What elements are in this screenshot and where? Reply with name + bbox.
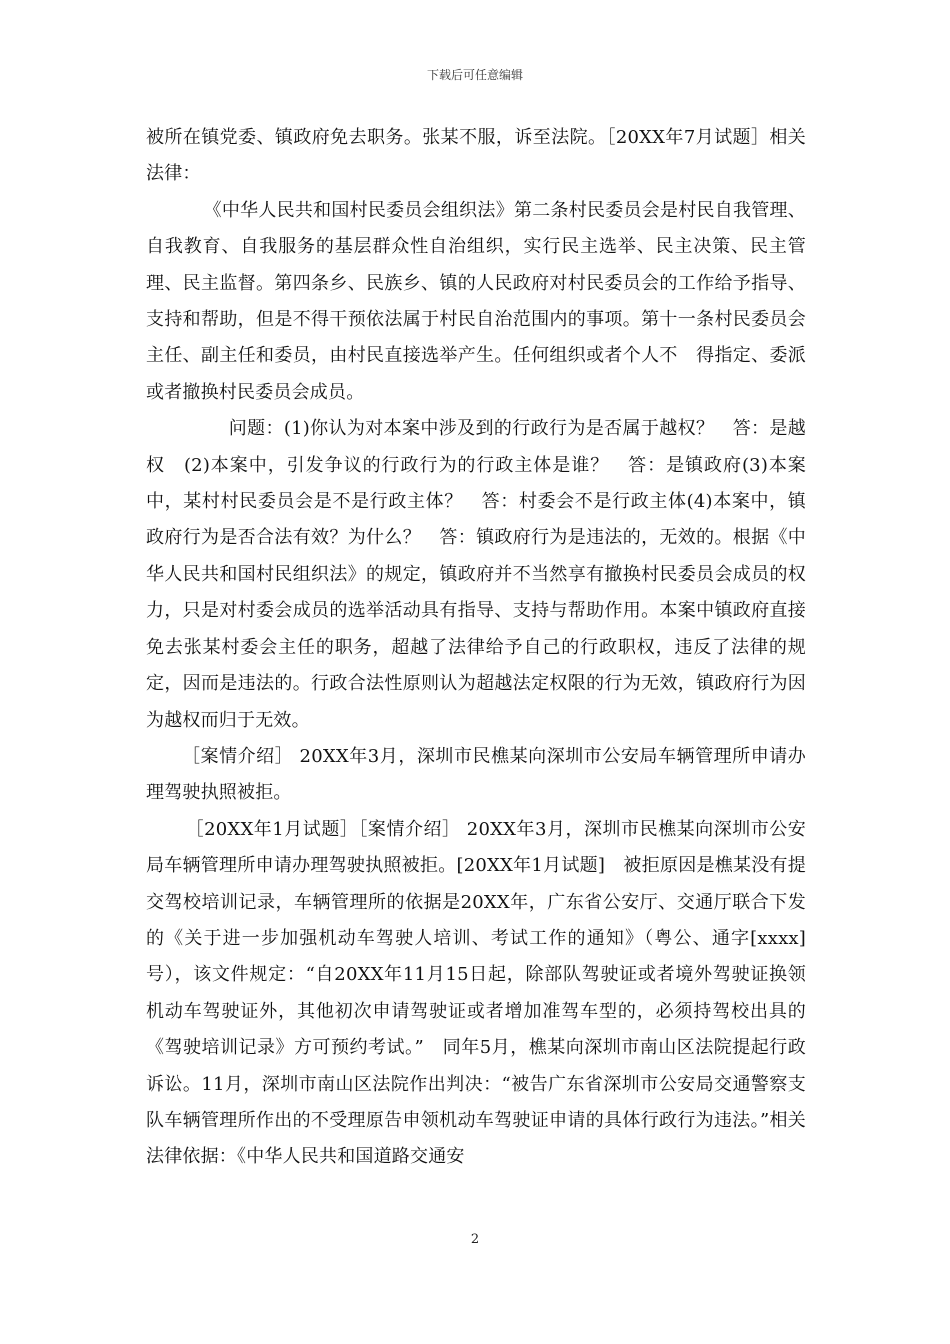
paragraph-case-intro: 被所在镇党委、镇政府免去职务。张某不服，诉至法院。［20XX年7月试题］相关法律： bbox=[146, 127, 806, 185]
document-body bbox=[146, 120, 806, 1176]
paragraph-law-text: 《中华人民共和国村民委员会组织法》第二条村民委员会是村民自我管理、自我教育、自我服务的基层群众性自治组织，实行民主选举、民主决策、民主管理、民主监督。第四条乡、民族乡、镇的人民政府对村民委员会的工作给予指导、支持和帮助，但是不得干预依法属于村民自治范围内的事项。第十一条村民委员会主任、副主任和委员，由村民直接选举产生。任何组织或者个人不 得指定、委派或者撤换村民委员会成员。 bbox=[146, 199, 806, 403]
page-header: 下载后可任意编辑 bbox=[426, 68, 523, 82]
paragraph-case-intro-2: ［案情介绍］ 20XX年3月，深圳市民樵某向深圳市公安局车辆管理所申请办理驾驶执照被拒。 bbox=[146, 745, 806, 804]
paragraph-questions-answers: 问题：(1)你认为对本案中涉及到的行政行为是否属于越权？ 答：是越权 (2)本案中，引发争议的行政行为的行政主体是谁？ 答：是镇政府(3)本案中，某村村民委员会是不是行政主体？ 答：村委会不是行政主体(4)本案中，镇政府行为是否合法有效？为什么？ 答：镇政府行为是违法的，无效的。根据《中华人民共和国村民组织法》的规定，镇政府并不当然享有撤换村民委员会成员的权力，只是对村委会成员的选举活动具有指导、支持与帮助作用。本案中镇政府直接免去张某村委会主任的职务，超越了法律给予自己的行政职权，违反了法律的规定，因而是违法的。行政合法性原则认为超越法定权限的行为无效，镇政府行为因为越权而归于无效。 bbox=[146, 418, 806, 731]
paragraph-case-details: ［20XX年1月试题］［案情介绍］ 20XX年3月，深圳市民樵某向深圳市公安局车辆管理所申请办理驾驶执照被拒。[20XX年1月试题] 被拒原因是樵某没有提交驾校培训记录，车辆管理所的依据是20XX年，广东省公安厅、交通厅联合下发的《关于进一步加强机动车驾驶人培训、考试工作的通知》（粤公、通字[xxxx]号），该文件规定：“自20XX年11月15日起，除部队驾驶证或者境外驾驶证换领机动车驾驶证外，其他初次申请驾驶证或者增加准驾车型的，必须持驾校出具的《驾驶培训记录》方可预约考试。” 同年5月，樵某向深圳市南山区法院提起行政诉讼。11月，深圳市南山区法院作出判决：“被告广东省深圳市公安局交通警察支队车辆管理所作出的不受理原告申领机动车驾驶证申请的具体行政行为违法。”相关法律依据：《中华人民共和国道路交通安 bbox=[146, 818, 806, 1168]
page-number: 2 bbox=[470, 1232, 480, 1247]
